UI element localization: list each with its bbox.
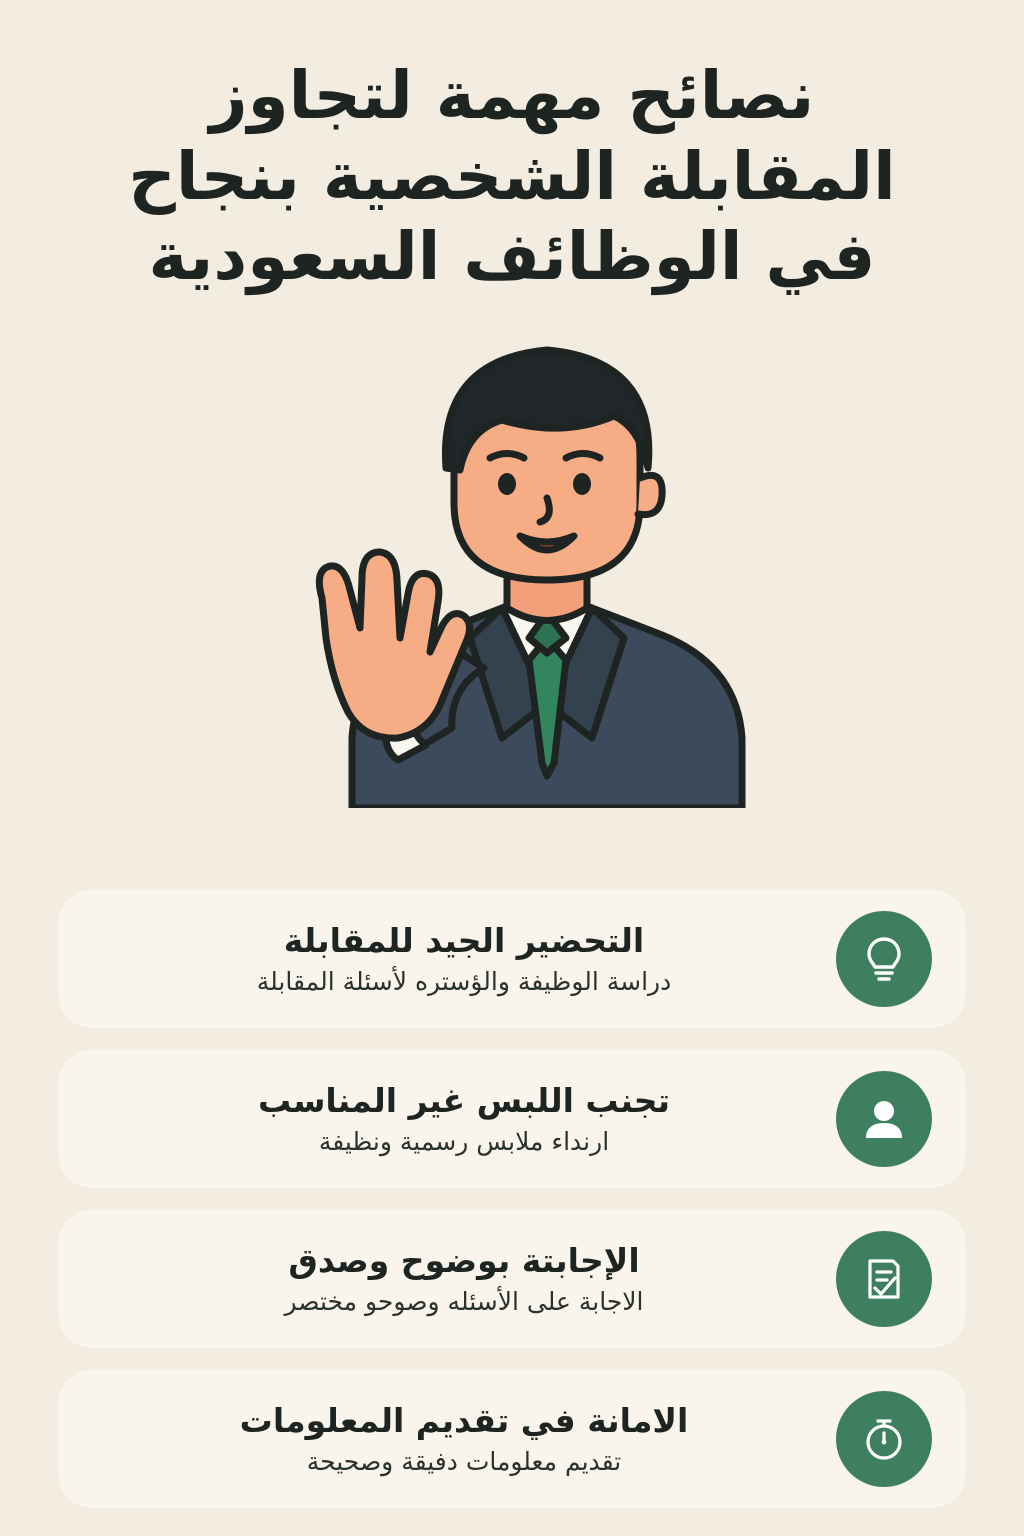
- tip-title: الإجابتة بوضوح وصدق: [288, 1240, 640, 1280]
- tip-text-4: [92, 1401, 836, 1478]
- checklist-icon: [836, 1231, 932, 1327]
- tip-title: الامانة في تقديم المعلومات: [239, 1400, 689, 1440]
- tip-subtitle: تقديم معلومات دفيقة وصحيحة: [306, 1447, 622, 1477]
- tip-text-2: [92, 1081, 836, 1158]
- user-icon: [836, 1071, 932, 1167]
- lightbulb-icon: [836, 911, 932, 1007]
- tip-subtitle: دراسة الوظيفة والؤستره لأسئلة المقابلة: [256, 967, 672, 997]
- title-line-3: في الوظائف السعودية: [148, 218, 876, 296]
- tip-title: تجنب اللبس غير المناسب: [258, 1080, 670, 1120]
- tip-text-3: [92, 1241, 836, 1318]
- tip-text-1: [92, 921, 836, 998]
- tip-subtitle: ارنداء ملابس رسمية ونظيفة: [318, 1127, 610, 1157]
- page-title: [0, 0, 1024, 298]
- title-line-1: نصائح مهمة لتجاوز: [209, 57, 815, 134]
- tip-card-4[interactable]: [58, 1370, 966, 1508]
- tip-card-1[interactable]: [58, 890, 966, 1028]
- hero-illustration: [0, 308, 1024, 808]
- title-line-2: المقابلة الشخصية بنجاح: [128, 137, 896, 215]
- businessman-waving-illustration: [202, 308, 822, 808]
- tip-subtitle: الاجابة على الأسئله وصوحو مختصر: [284, 1287, 644, 1317]
- tip-title: التحضير الجيد للمقابلة: [283, 920, 645, 960]
- tip-card-3[interactable]: [58, 1210, 966, 1348]
- stopwatch-icon: [836, 1391, 932, 1487]
- tips-list: [0, 890, 1024, 1536]
- tip-card-2[interactable]: [58, 1050, 966, 1188]
